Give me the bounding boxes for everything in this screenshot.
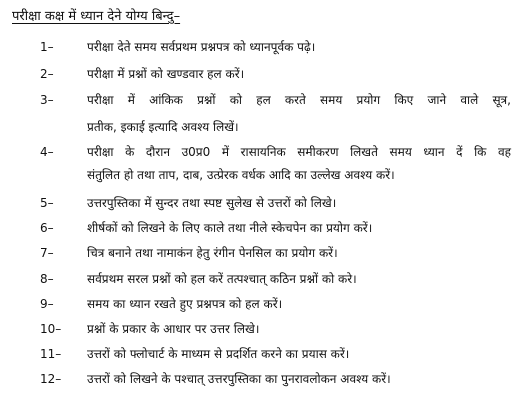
item-number: 1– xyxy=(40,40,54,54)
item-number: 11– xyxy=(40,347,62,361)
item-number: 9– xyxy=(40,297,54,311)
item-text: उत्तरों को फ्लोचार्ट के माध्यम से प्रदर्शित करने का प्रयास करें। xyxy=(87,347,350,361)
item-text-continuation: संतुलित हो तथा ताप, दाब, उत्प्रेरक वर्धक आदि का उल्लेख अवश्य करें। xyxy=(87,168,395,182)
item-text: परीक्षा देते समय सर्वप्रथम प्रश्नपत्र को ध्यानपूर्वक पढ़े। xyxy=(87,40,316,54)
item-number: 7– xyxy=(40,246,54,260)
item-text: प्रश्नों के प्रकार के आधार पर उत्तर लिखे। xyxy=(87,322,260,336)
item-number: 2– xyxy=(40,67,54,81)
item-text: समय का ध्यान रखते हुए प्रश्नपत्र को हल करें। xyxy=(87,297,283,311)
item-number: 3– xyxy=(40,93,54,107)
item-text: परीक्षा में आंकिक प्रश्नों को हल करते समय प्रयोग किए जाने वाले सूत्र, xyxy=(87,93,511,107)
item-text-continuation: प्रतीक, इकाई इत्यादि अवश्य लिखें। xyxy=(87,120,239,134)
item-number: 12– xyxy=(40,372,62,386)
item-number: 4– xyxy=(40,145,54,159)
item-text: शीर्षकों को लिखने के लिए काले तथा नीले स्केचपेन का प्रयोग करें। xyxy=(87,221,373,235)
item-number: 6– xyxy=(40,221,54,235)
item-number: 10– xyxy=(40,322,62,336)
item-text: उत्तरों को लिखने के पश्चात् उत्तरपुस्तिका का पुनरावलोकन अवश्य करें। xyxy=(87,372,391,386)
item-text: उत्तरपुस्तिका में सुन्दर तथा स्पष्ट सुलेख से उत्तरों को लिखे। xyxy=(87,196,337,210)
item-number: 5– xyxy=(40,196,54,210)
item-number: 8– xyxy=(40,272,54,286)
page-title: परीक्षा कक्ष में ध्यान देने योग्य बिन्दु– xyxy=(12,9,181,24)
item-text: चित्र बनाने तथा नामाकंन हेतु रंगीन पेनसिल का प्रयोग करें। xyxy=(87,246,338,260)
item-text: परीक्षा में प्रश्नों को खण्डवार हल करें। xyxy=(87,67,245,81)
item-text: परीक्षा के दौरान उ0प्र0 में रासायनिक समीकरण लिखते समय ध्यान दें कि वह xyxy=(87,145,511,159)
item-text: सर्वप्रथम सरल प्रश्नों को हल करें तत्पश्चात् कठिन प्रश्नों को करे। xyxy=(87,272,357,286)
